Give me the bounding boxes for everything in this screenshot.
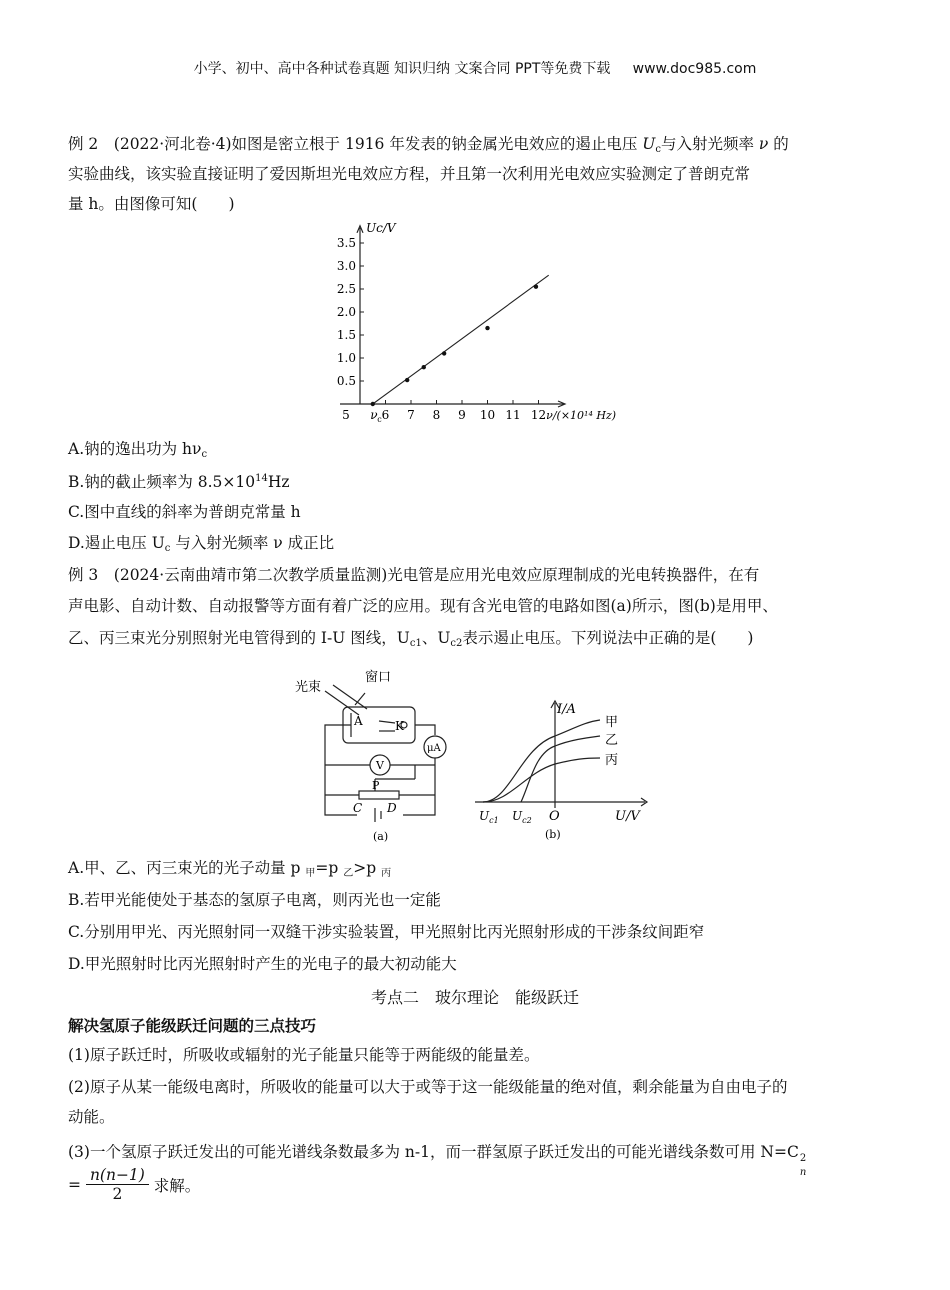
origin-label: O [549,809,560,824]
y-tick-label: 2.0 [336,305,356,319]
x-tick-label: 10 [479,408,496,422]
i-axis-label: I/A [557,702,576,717]
ex3-line-2: 声电影、自动计数、自动报警等方面有着广泛的应用。现有含光电管的电路如图(a)所示，图(b)是用甲、 [68,597,778,615]
x-tick-label: 11 [505,408,521,422]
u-axis-label: U/V [615,809,640,824]
ex2-line-3: 量 h。由图像可知( ) [68,195,235,213]
right-wire-top [415,725,435,735]
data-point [442,351,446,355]
circuit-diagram-a [295,665,470,845]
window-pointer [355,693,365,705]
light-label: 光束 [295,680,322,695]
ex2-option-b[interactable]: B.钠的截止频率为 $8.5\times 10^{14}Hz$ [68,473,290,491]
x-tick-label: 9 [458,408,466,422]
uc2-label: $U_{c2}$ [512,809,532,825]
y-axis-label: Uc/V [366,220,396,235]
cathode-label: K [395,719,404,733]
light-beam-ray-2 [325,691,359,715]
uc-vs-frequency-chart [330,218,630,428]
y-tick-label: 3.0 [336,259,356,273]
caption-b: (b) [545,828,561,841]
y-tick-label: 0.5 [336,374,356,388]
x-tick-label: 12 [530,408,547,422]
rheostat [359,791,399,799]
yi-label: 乙 [605,733,619,748]
x-axis-label: ν/(×10¹⁴ Hz) [546,409,617,422]
data-point [534,285,538,289]
voltmeter-label: V [376,759,384,772]
tip-2-line-1: (2)原子从某一能级电离时，所吸收的能量可以大于或等于这一能级能量的绝对值，剩余能量为自由电子的 [68,1078,788,1096]
fit-line [373,275,549,404]
bing-label: 丙 [605,753,619,768]
slider-label: P [372,779,380,792]
y-tick-label: 2.5 [336,282,356,296]
section-title: 考点二 玻尔理论 能级跃迁 [370,988,579,1007]
fraction-denominator: 2 [112,1185,123,1203]
fraction-numerator: n(n−1) [86,1166,149,1185]
ex3-option-a[interactable]: A.甲、乙、丙三束光的光子动量 p $_甲$=p $_乙$>p $_丙$ [68,859,392,879]
curve-jia [483,720,600,802]
page-header: 小学、初中、高中各种试卷真题 知识归纳 文案合同 PPT等免费下载 www.doc985.com [193,61,757,77]
anode-label: A [354,714,363,728]
x-tick-label: 8 [432,408,441,422]
uc1-label: $U_{c1}$ [479,809,499,825]
ex3-line-3: 乙、丙三束光分别照射光电管得到的 I-U 图线，$U_{c1}$、$U_{c2}$表示遏止电压。下列说法中正确的是( ) [68,629,754,649]
c-label: C [353,801,363,815]
electron-arrow [379,721,395,723]
ex2-option-a[interactable]: A.钠的逸出功为 $h\nu_c$ [68,440,208,460]
ex3-line-1: 例 3 (2024·云南曲靖市第二次教学质量监测)光电管是应用光电效应原理制成的光电转换器件，在有 [68,566,760,584]
ex3-option-d[interactable]: D.甲光照射时比丙光照射时产生的光电子的最大初动能大 [68,955,457,973]
microammeter-label: μA [427,743,441,754]
data-point [371,402,375,406]
ex2-option-d[interactable]: D.遏止电压 $U_c$ 与入射光频率 ν 成正比 [68,534,335,554]
nu-c-sub: c [377,415,382,424]
y-tick-label: 1.0 [336,351,356,365]
tip-2-line-2: 动能。 [68,1108,115,1126]
fraction-formula: = $\frac{n(n-1)}{2}$ 求解。 [68,1166,201,1203]
data-point [485,326,489,330]
ex3-option-c[interactable]: C.分别用甲光、丙光照射同一双缝干涉实验装置，甲光照射比丙光照射形成的干涉条纹间距窄 [68,923,705,941]
iu-curves-b [475,698,665,843]
tip-1: (1)原子跃迁时，所吸收或辐射的光子能量只能等于两能级的能量差。 [68,1046,540,1064]
caption-a: (a) [373,830,389,843]
curve-bing [483,758,600,802]
y-tick-label: 1.5 [336,328,356,342]
x-tick-label: 7 [407,408,415,422]
jia-label: 甲 [605,715,619,730]
y-tick-label: 3.5 [336,236,356,250]
ex3-option-b[interactable]: B.若甲光能使处于基态的氢原子电离，则丙光也一定能 [68,891,441,909]
ex2-line-2: 实验曲线，该实验直接证明了爱因斯坦光电效应方程，并且第一次利用光电效应实验测定了普朗克常 [68,165,751,183]
window-label: 窗口 [365,670,392,685]
data-point [405,378,409,382]
nu-c-label: ν [370,408,378,422]
tip-3-line-1: (3)一个氢原子跃迁发出的可能光谱线条数最多为 n-1，而一群氢原子跃迁发出的可能光谱线条数可用 N=C 2 n [68,1143,807,1178]
ex2-option-c[interactable]: C.图中直线的斜率为普朗克常量 h [68,503,301,521]
x-tick-label: 6 [381,408,390,422]
curve-yi [521,736,600,802]
ex2-line-1: 例 2 (2022·河北卷·4)如图是密立根于 1916 年发表的钠金属光电效应的遏止电压 $U_c$与入射光频率 ν 的 [68,135,789,155]
right-wire-bottom [403,758,435,815]
section-heading: 解决氢原子能级跃迁问题的三点技巧 [68,1017,317,1035]
data-point [422,365,426,369]
x-tick-label: 5 [342,408,350,422]
d-label: D [387,801,397,815]
